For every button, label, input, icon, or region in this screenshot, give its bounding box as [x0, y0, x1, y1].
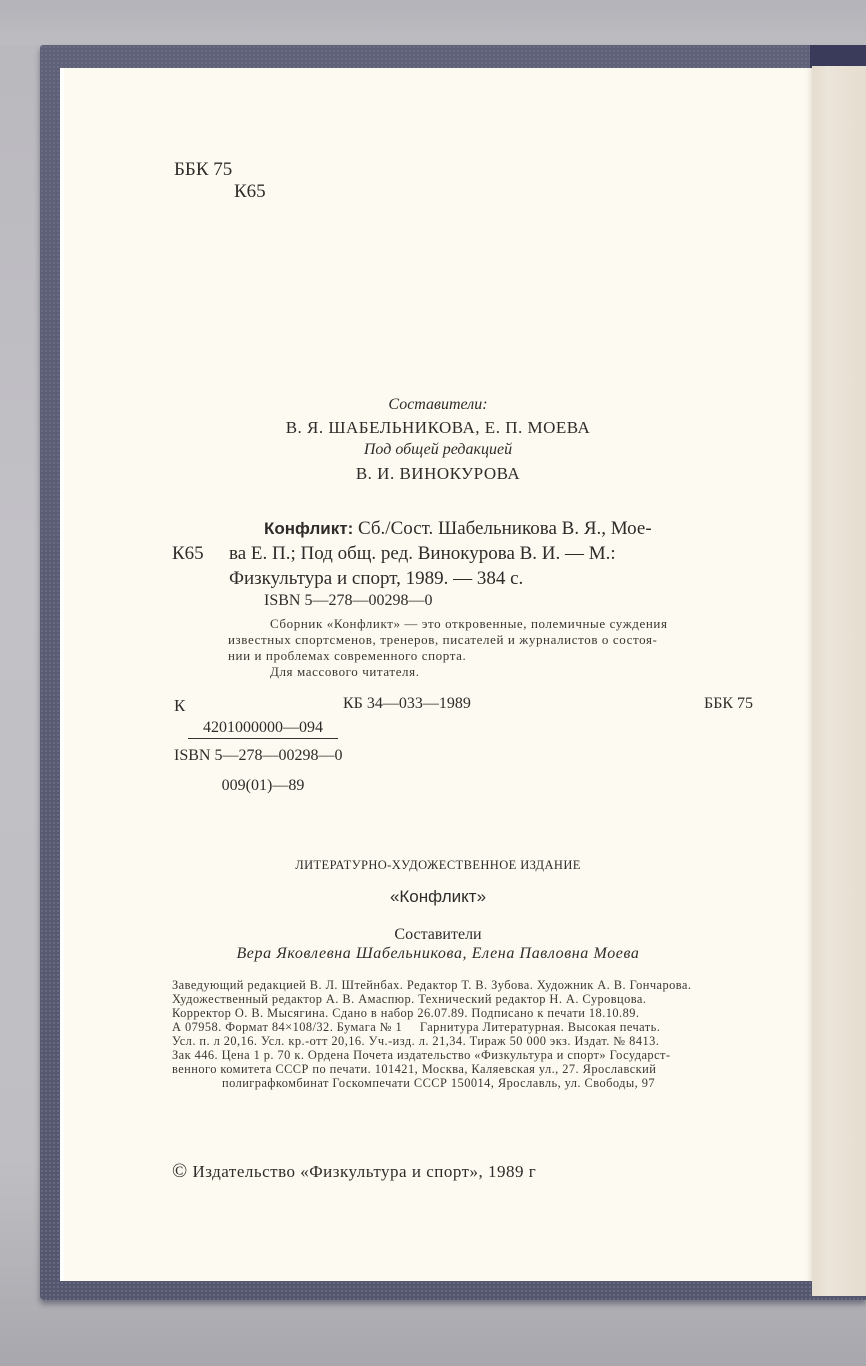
editor-label: Под общей редакцией: [363, 441, 513, 458]
annotation-line-1: Сборник «Конфликт» — это откровенные, полемичные суждения: [270, 616, 668, 631]
copyright-icon: ©: [172, 1160, 188, 1182]
copyright-line: [172, 1160, 536, 1183]
copyright-text: Издательство «Физкультура и спорт», 1989 г: [192, 1162, 537, 1181]
colophon-line-4: А 07958. Формат 84×108/32. Бумага № 1 Гарнитура Литературная. Высокая печать.: [172, 1020, 661, 1034]
imprint-compilers-label: Составители: [394, 926, 482, 943]
catalog-author-mark: К65: [172, 543, 204, 564]
colophon-line-5: Усл. п. л 20,16. Усл. кр.-отт 20,16. Уч.-изд. л. 21,34. Тираж 50 000 экз. Издат. № 8413.: [172, 1034, 660, 1048]
colophon-line-2: Художественный редактор А. В. Амаспюр. Технический редактор Н. А. Суровцова.: [172, 992, 647, 1006]
compilers-names: В. Я. ШАБЕЛЬНИКОВА, Е. П. МОЕВА: [285, 418, 591, 437]
imprint-compilers-names: Вера Яковлевна Шабельникова, Елена Павловна Моева: [236, 945, 640, 962]
catalog-line-1: Конфликт: Сб./Сост. Шабельникова В. Я., Мое-: [264, 518, 652, 539]
index-numerator: 4201000000—094: [188, 719, 338, 739]
colophon-line-8: полиграфкомбинат Госкомпечати СССР 150014, Ярославль, ул. Свободы, 97: [222, 1076, 656, 1090]
imprint-title: «Конфликт»: [389, 887, 487, 906]
index-suffix: КБ 34—033—1989: [343, 695, 471, 712]
catalog-line-2: ва Е. П.; Под общ. ред. Винокурова В. И. — М.:: [229, 543, 616, 564]
index-prefix: К: [174, 696, 186, 715]
colophon-line-1: Заведующий редакцией В. Л. Штейнбах. Редактор Т. В. Зубова. Художник А. В. Гончарова.: [172, 978, 692, 992]
catalog-bbk: ББК 75: [704, 695, 754, 712]
catalog-title: Конфликт:: [264, 519, 354, 538]
background-top: [0, 0, 866, 45]
compilers-label: Составители:: [388, 396, 488, 413]
title-verso-page: [64, 68, 812, 1281]
facing-page-edge: [812, 66, 866, 1296]
colophon-line-3: Корректор О. В. Мысягина. Сдано в набор 26.07.89. Подписано к печати 18.10.89.: [172, 1006, 640, 1020]
annotation-line-2: известных спортсменов, тренеров, писателей и журналистов о состоя-: [228, 632, 658, 647]
author-mark: К65: [234, 181, 266, 202]
colophon-line-7: венного комитета СССР по печати. 101421, Москва, Каляевская ул., 27. Ярославский: [172, 1062, 657, 1076]
annotation-line-4: Для массового читателя.: [270, 664, 420, 679]
catalog-line-3: Физкультура и спорт, 1989. — 384 с.: [229, 568, 524, 589]
index-denominator: 009(01)—89: [221, 777, 305, 794]
bbk-classification: ББК 75: [174, 159, 233, 180]
catalog-isbn: ISBN 5—278—00298—0: [264, 592, 433, 609]
annotation-line-3: нии и проблемах современного спорта.: [228, 648, 467, 663]
isbn-standalone: ISBN 5—278—00298—0: [174, 747, 343, 764]
editor-name: В. И. ВИНОКУРОВА: [355, 464, 521, 483]
edition-type: ЛИТЕРАТУРНО-ХУДОЖЕСТВЕННОЕ ИЗДАНИЕ: [295, 858, 581, 872]
colophon-line-6: Зак 446. Цена 1 р. 70 к. Ордена Почета издательство «Физкультура и спорт» Государст-: [172, 1048, 671, 1062]
